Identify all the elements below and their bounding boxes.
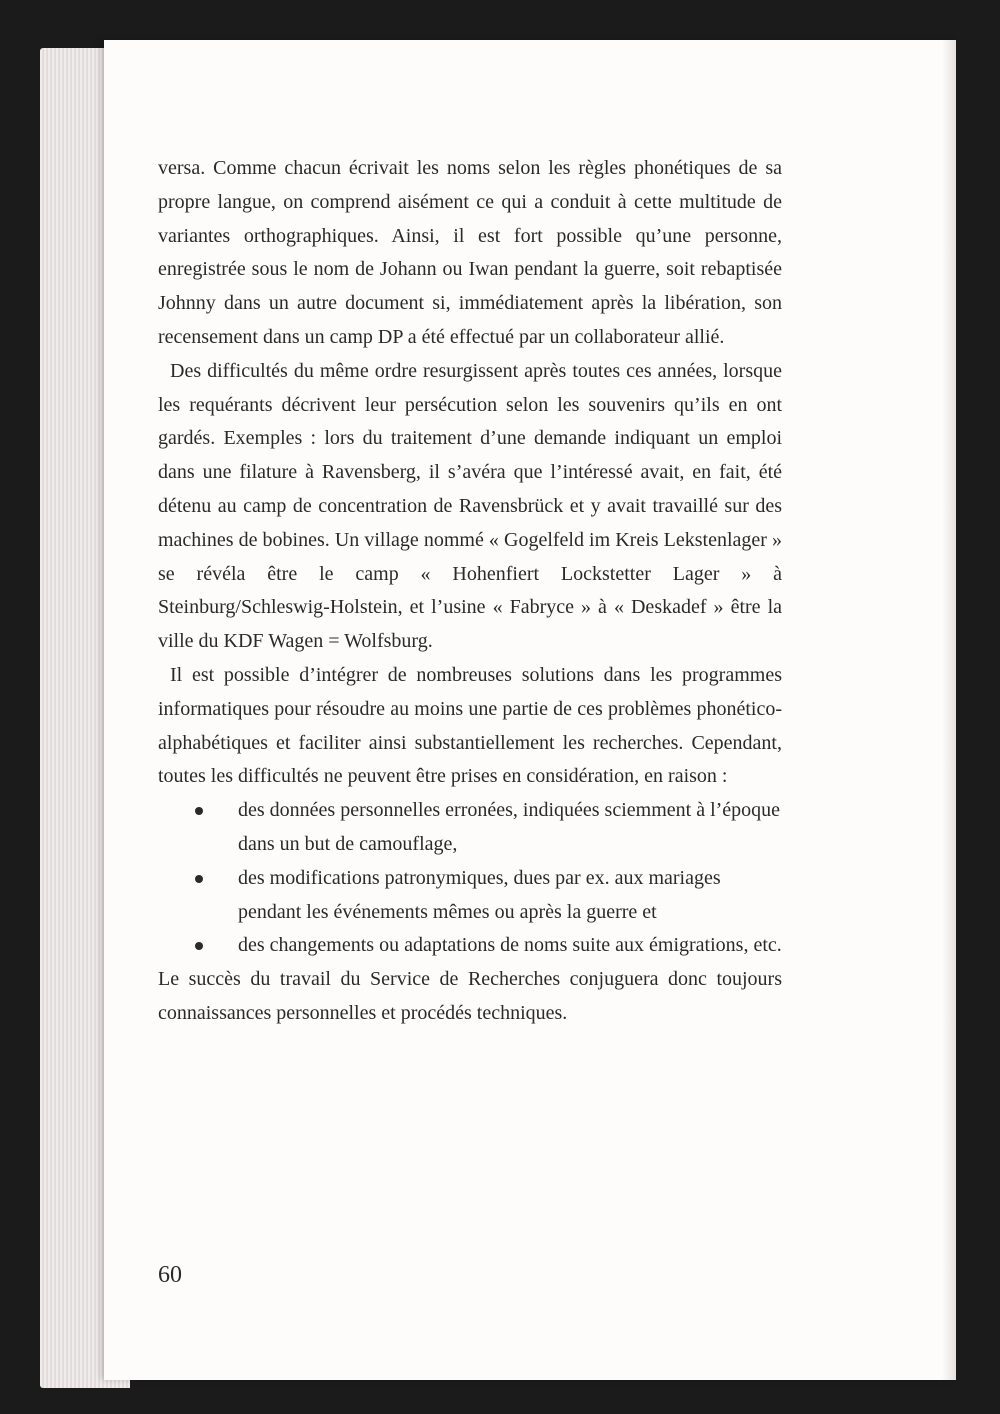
list-item-text: des modifications patronymiques, dues par ex. aux mariages pendant les événements mêmes ou après la guerre et <box>238 866 721 923</box>
paragraph: Des difficultés du même ordre resurgissent après toutes ces années, lorsque les requérants décrivent leur persécution selon les souvenirs qu’ils en ont gardés. Exemples : lors du traitement d’une demande indiquant un emploi dans une filature à Ravensberg, il s’avéra que l’intéressé avait, en fait, été détenu au camp de concentration de Ravensbrück et y avait travaillé sur des machines de bobines. Un village nommé « Gogelfeld im Kreis Lekstenlager » se révéla être le camp « Hohenfiert Lockstetter Lager » à Steinburg/Schleswig-Holstein, et l’usine « Fabryce » à « Deskadef » être la ville du KDF Wagen = Wolfsburg. <box>158 359 782 653</box>
bullet-icon <box>195 807 203 815</box>
list-item <box>158 929 782 963</box>
list-item-text: des données personnelles erronées, indiquées sciemment à l’époque dans un but de camouflage, <box>238 799 781 855</box>
list-item-text: des changements ou adaptations de noms suite aux émigrations, etc. <box>238 934 782 957</box>
bullet-icon <box>195 875 203 883</box>
page-number: 60 <box>158 1262 182 1288</box>
paragraph: versa. Comme chacun écrivait les noms selon les règles phonétiques de sa propre langue, on comprend aisément ce qui a conduit à cette multitude de variantes orthographiques. Ainsi, il est fort possible qu’une personne, enregistrée sous le nom de Johann ou Iwan pendant la guerre, soit rebaptisée Johnny dans un autre document si, immédiatement après la libération, son recensement dans un camp DP a été effectué par un collaborateur allié. <box>158 157 782 348</box>
bullet-list <box>158 794 782 963</box>
list-item <box>158 862 782 930</box>
body-text <box>158 152 782 1031</box>
bullet-icon <box>195 942 203 950</box>
closing-paragraph: Le succès du travail du Service de Recherches conjuguera donc toujours connaissances personnelles et procédés techniques. <box>158 968 782 1024</box>
list-item <box>158 794 782 862</box>
paragraph: Il est possible d’intégrer de nombreuses solutions dans les programmes informatiques pour résoudre au moins une partie de ces problèmes phonético-alphabétiques et faciliter ainsi substantiellement les recherches. Cependant, toutes les difficultés ne peuvent être prises en considération, en raison : <box>158 663 782 788</box>
